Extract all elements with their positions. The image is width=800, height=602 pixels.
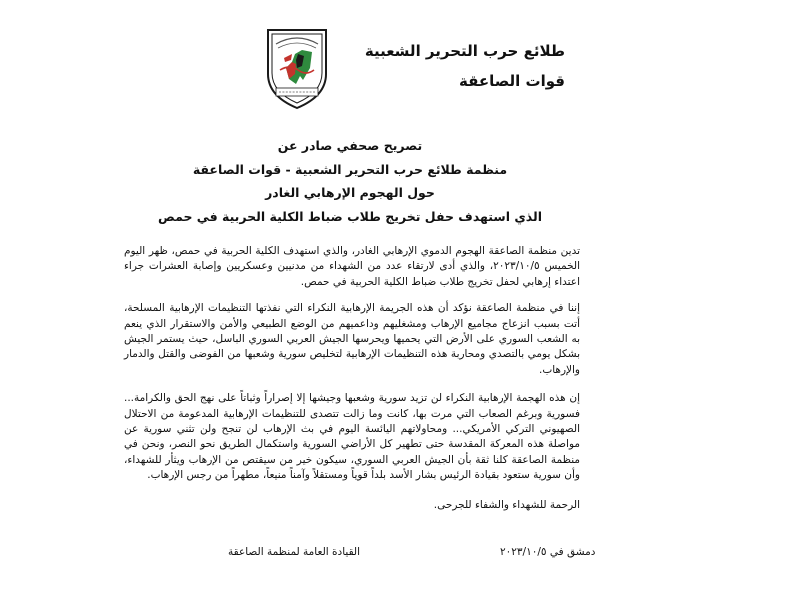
shield-logo-icon (262, 24, 332, 110)
organization-name: طلائع حرب التحرير الشعبية (364, 42, 565, 60)
signature: القيادة العامة لمنظمة الصاعقة (228, 546, 360, 558)
body-paragraph: تدين منظمة الصاعقة الهجوم الدموي الإرهابي الغادر، والذي استهدف الكلية الحربية في حمص، ظهر اليوم الخميس ٢٠٢٣/١٠/٥، والذي أدى لارتقاء عدد من الشهداء من مدنيين وعسكريين وإصابة العشرات جراء اعتداء إرهابي لحفل تخريج طلاب ضباط الكلية الحربية في حمص. (124, 245, 580, 288)
title-line: حول الهجوم الإرهابي الغادر (265, 185, 435, 200)
statement-body (124, 244, 580, 513)
statement-date: دمشق في ٢٠٢٣/١٠/٥ (500, 546, 596, 558)
statement-titles (120, 134, 580, 228)
organization-logo (262, 24, 332, 110)
title-line: تصريح صحفي صادر عن (277, 138, 423, 153)
body-paragraph: إننا في منظمة الصاعقة نؤكد أن هذه الجريمة الإرهابية النكراء التي نفذتها التنظيمات الإرهابية المسلحة، أتت بسبب انزعاج مجاميع الإرهاب ومشغليهم وداعميهم من الوضع الطبيعي والأمن والاستقرار الذي ينعم به الشعب السوري على الأرض التي يحميها ويحرسها الجيش العربي السوري الباسل، حيث يستمر الجيش بشكل يومي بالتصدي ومحاربة هذه التنظيمات الإرهابية لتخليص سورية وشعبها من الفوضى والقتل والدمار والإرهاب. (124, 302, 580, 376)
body-paragraph: إن هذه الهجمة الإرهابية النكراء لن تزيد سورية وشعبها وجيشها إلا إصراراً وثباتاً على نهج الحق والكرامة... فسورية وبرغم الصعاب التي مرت بها، كانت وما زالت تتصدى للتنظيمات الإرهابية المدعومة من الاحتلال الصهيوني التركي الأمريكي... ومحاولاتهم اليائسة اليوم في بث الإرهاب لن تنجح ولن تثني سورية عن مواصلة هذه المعركة المقدسة حتى تطهير كل الأراضي السورية واستكمال الطريق نحو النصر، ونحن في منظمة الصاعقة كلنا ثقة بأن الجيش العربي السوري، سيكون خير من سيقتص من الإرهاب ويثأر للشهداء، وأن سورية ستعود بقيادة الرئيس بشار الأسد بلداً قوياً ومستقلاً وآمناً منيعاً، مطهراً من رجس الإرهاب. (124, 392, 580, 482)
organization-name-block (365, 36, 565, 96)
closing-line: الرحمة للشهداء والشفاء للجرحى. (433, 498, 580, 511)
title-line: الذي استهدف حفل تخريج طلاب ضباط الكلية الحربية في حمص (158, 208, 542, 224)
organization-subname: قوات الصاعقة (459, 72, 565, 90)
title-line: منظمة طلائع حرب التحرير الشعبية - قوات الصاعقة (192, 161, 508, 177)
